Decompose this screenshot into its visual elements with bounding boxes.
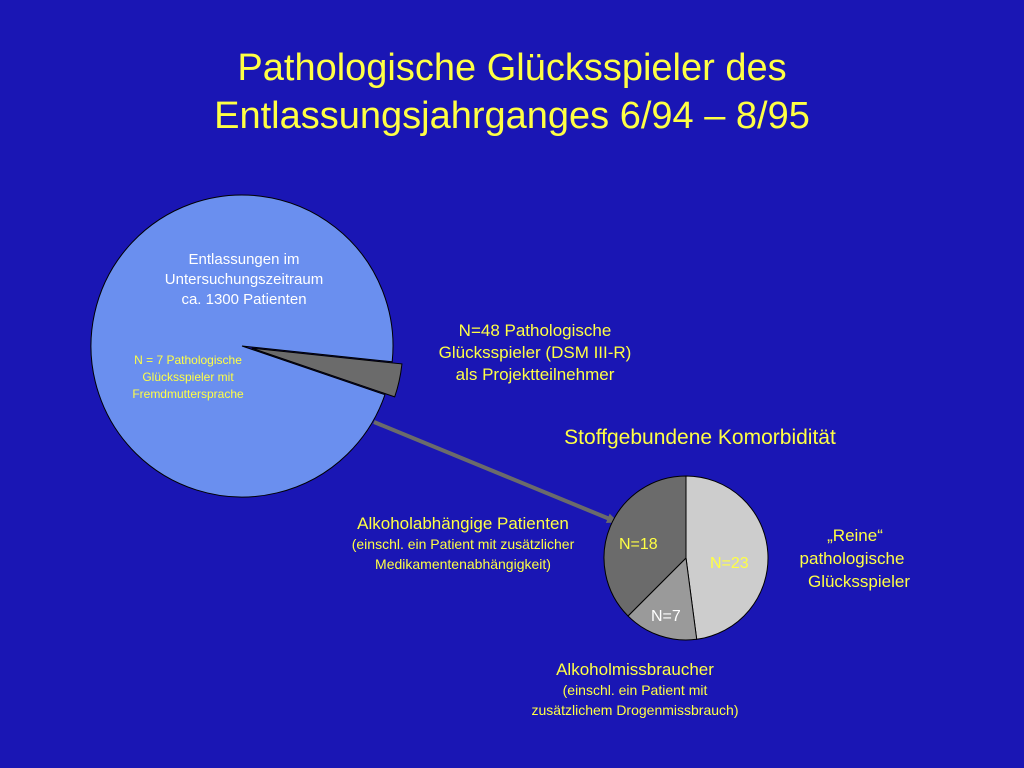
- big-pie-label-line: ca. 1300 Patienten: [181, 291, 307, 308]
- slice-label-n23: N=23: [710, 555, 749, 572]
- title-line-1: Pathologische Glücksspieler des: [237, 47, 787, 89]
- big-pie-slice-entlassungen: [91, 195, 393, 497]
- callout-line: N=48 Pathologische: [458, 321, 612, 340]
- big-pie-sub-label-line: N = 7 Pathologische: [134, 353, 242, 367]
- slice-label-n7: N=7: [651, 608, 681, 625]
- slice-label-n18: N=18: [619, 536, 658, 553]
- label-line: zusätzlichem Drogenmissbrauch): [531, 702, 739, 718]
- label-line: Medikamentenabhängigkeit): [375, 556, 551, 572]
- big-pie-label-line: Entlassungen im: [188, 251, 300, 268]
- callout-line: Glücksspieler (DSM III-R): [438, 343, 632, 362]
- big-pie-chart: [91, 195, 402, 497]
- label-alkoholabhaengige: [318, 514, 608, 574]
- label-line: (einschl. ein Patient mit zusätzlicher: [351, 536, 575, 552]
- title-line-2: Entlassungsjahrganges 6/94 – 8/95: [214, 95, 810, 137]
- big-pie-sub-label-line: Glücksspieler mit: [142, 370, 234, 384]
- callout-label: [405, 320, 665, 386]
- label-reine: [780, 524, 930, 593]
- label-line: Alkoholabhängige Patienten: [357, 514, 569, 533]
- label-line: (einschl. ein Patient mit: [562, 682, 708, 698]
- big-pie-label: [104, 250, 384, 310]
- big-pie-sub-label-line: Fremdmuttersprache: [132, 387, 244, 401]
- label-line: „Reine“: [827, 526, 883, 545]
- label-line: Glücksspieler: [807, 572, 911, 591]
- section-title: Stoffgebundene Komorbidität: [564, 426, 836, 449]
- callout-line: als Projektteilnehmer: [455, 365, 615, 384]
- label-line: pathologische: [799, 549, 905, 568]
- big-pie-label-line: Untersuchungszeitraum: [164, 271, 324, 288]
- big-pie-sub-label: [108, 352, 268, 403]
- label-missbraucher: [500, 660, 770, 720]
- label-line: Alkoholmissbraucher: [556, 660, 714, 679]
